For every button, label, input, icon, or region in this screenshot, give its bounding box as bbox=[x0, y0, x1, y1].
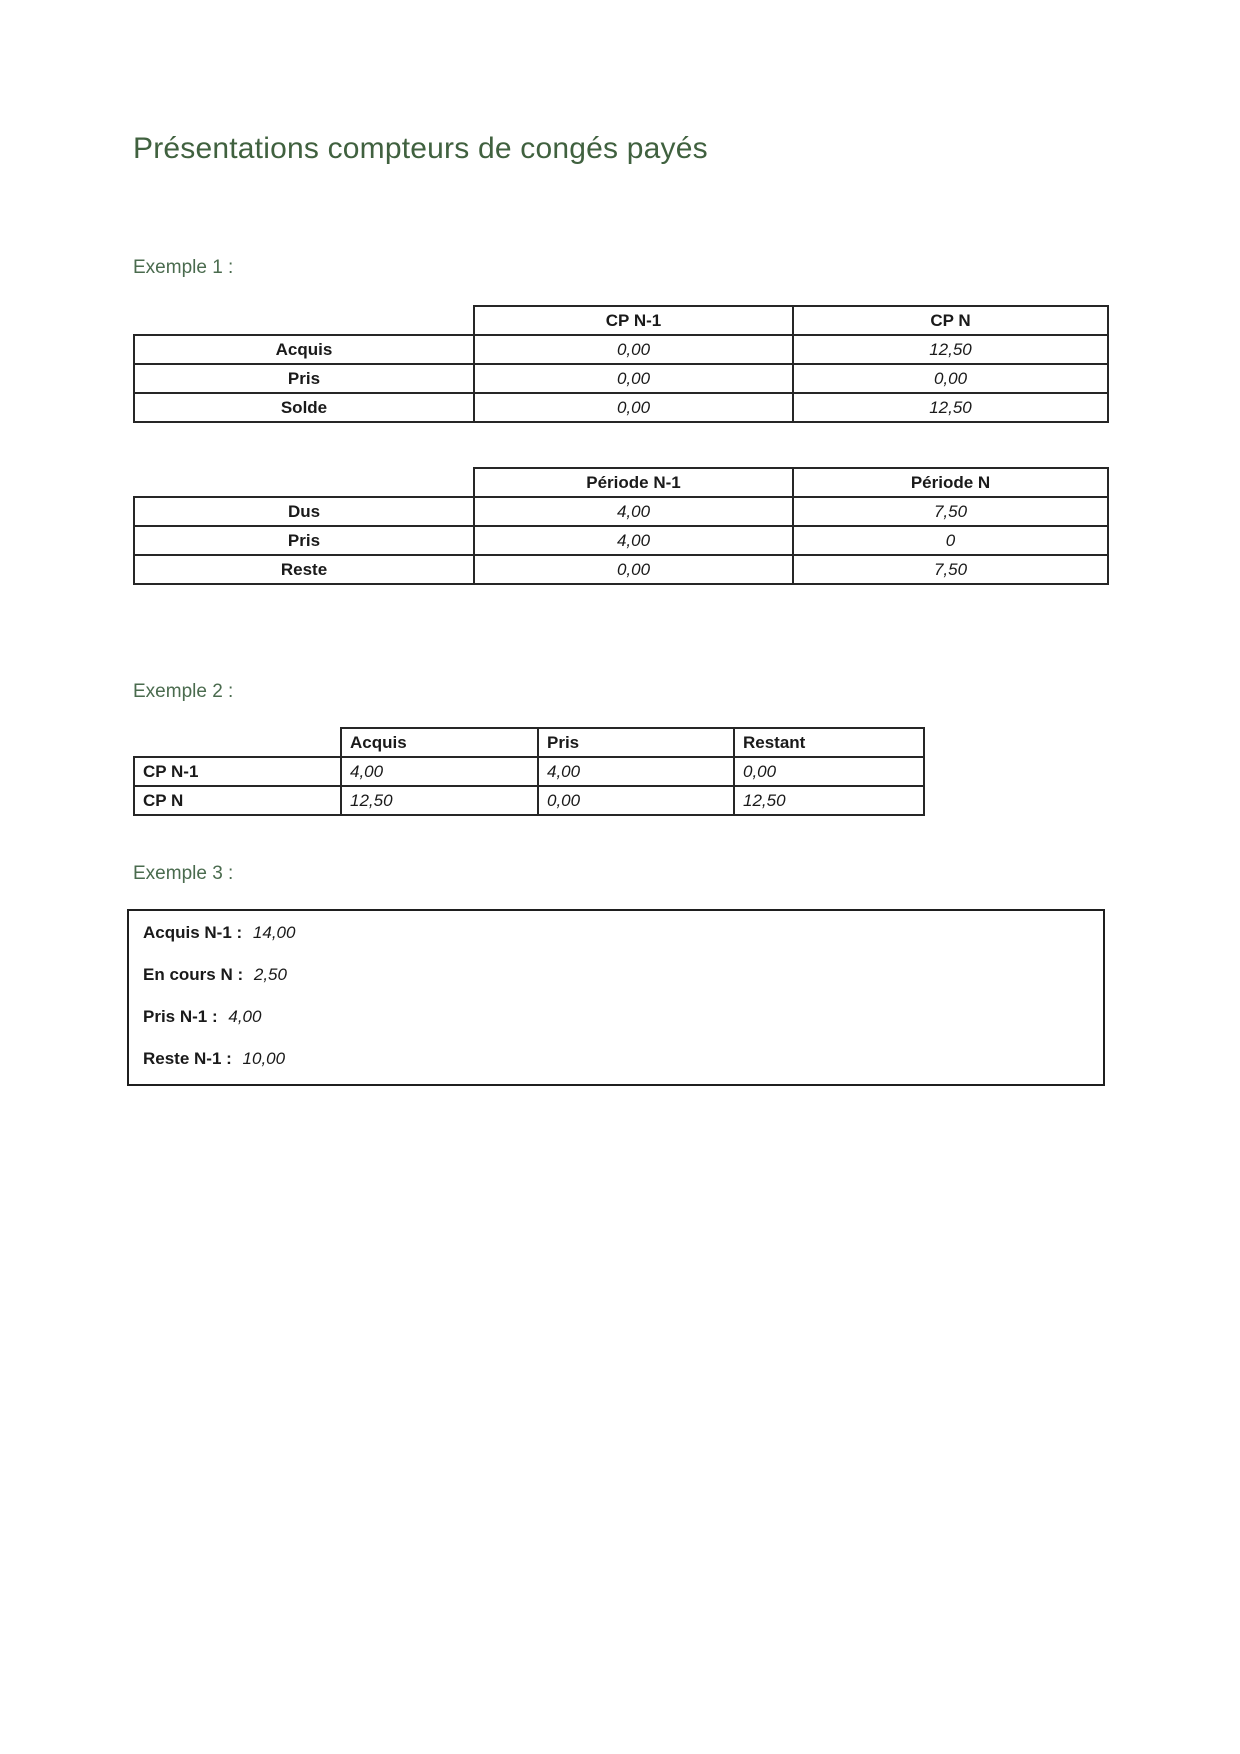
counter-value: 4,00 bbox=[228, 1007, 262, 1026]
counter-line bbox=[143, 1049, 1089, 1069]
column-header: CP N-1 bbox=[474, 306, 793, 335]
cell-value: 0,00 bbox=[474, 555, 793, 584]
row-label: Solde bbox=[134, 393, 474, 422]
table-row bbox=[134, 786, 924, 815]
row-label: Acquis bbox=[134, 335, 474, 364]
row-label: CP N bbox=[134, 786, 341, 815]
counter-line bbox=[143, 965, 1089, 985]
column-header: Acquis bbox=[341, 728, 538, 757]
row-label: CP N-1 bbox=[134, 757, 341, 786]
table-row bbox=[134, 497, 1108, 526]
counter-line bbox=[143, 923, 1089, 943]
example2-table bbox=[133, 727, 925, 816]
example2-heading: Exemple 2 : bbox=[133, 681, 234, 702]
example1-table-cp bbox=[133, 305, 1109, 423]
cell-value: 0,00 bbox=[734, 757, 924, 786]
counter-value: 10,00 bbox=[242, 1049, 286, 1068]
cell-value: 0,00 bbox=[538, 786, 734, 815]
cell-value: 12,50 bbox=[793, 393, 1108, 422]
counter-label: Acquis N-1 : bbox=[143, 923, 243, 942]
table-row bbox=[134, 335, 1108, 364]
cell-value: 12,50 bbox=[734, 786, 924, 815]
header-spacer-cell bbox=[134, 468, 474, 497]
table-row bbox=[134, 364, 1108, 393]
table-row bbox=[134, 393, 1108, 422]
row-label: Dus bbox=[134, 497, 474, 526]
table-row bbox=[134, 526, 1108, 555]
table-row bbox=[134, 555, 1108, 584]
cell-value: 12,50 bbox=[793, 335, 1108, 364]
cell-value: 0 bbox=[793, 526, 1108, 555]
row-label: Pris bbox=[134, 364, 474, 393]
column-header: Restant bbox=[734, 728, 924, 757]
table-header-row bbox=[134, 306, 1108, 335]
example1-table-periode bbox=[133, 467, 1109, 585]
page-title: Présentations compteurs de congés payés bbox=[133, 132, 708, 165]
cell-value: 7,50 bbox=[793, 555, 1108, 584]
cell-value: 0,00 bbox=[793, 364, 1108, 393]
row-label: Reste bbox=[134, 555, 474, 584]
counter-value: 14,00 bbox=[252, 923, 296, 942]
counter-value: 2,50 bbox=[253, 965, 287, 984]
cell-value: 4,00 bbox=[474, 497, 793, 526]
cell-value: 7,50 bbox=[793, 497, 1108, 526]
cell-value: 0,00 bbox=[474, 335, 793, 364]
counter-label: En cours N : bbox=[143, 965, 244, 984]
example3-heading: Exemple 3 : bbox=[133, 863, 234, 884]
cell-value: 0,00 bbox=[474, 393, 793, 422]
example3-box bbox=[127, 909, 1105, 1086]
table-header-row bbox=[134, 728, 924, 757]
cell-value: 4,00 bbox=[474, 526, 793, 555]
example1-heading: Exemple 1 : bbox=[133, 257, 234, 278]
cell-value: 4,00 bbox=[538, 757, 734, 786]
header-spacer-cell bbox=[134, 306, 474, 335]
column-header: Période N-1 bbox=[474, 468, 793, 497]
counter-line bbox=[143, 1007, 1089, 1027]
header-spacer-cell bbox=[134, 728, 341, 757]
cell-value: 12,50 bbox=[341, 786, 538, 815]
column-header: Pris bbox=[538, 728, 734, 757]
cell-value: 0,00 bbox=[474, 364, 793, 393]
table-row bbox=[134, 757, 924, 786]
row-label: Pris bbox=[134, 526, 474, 555]
table-header-row bbox=[134, 468, 1108, 497]
counter-label: Reste N-1 : bbox=[143, 1049, 232, 1068]
cell-value: 4,00 bbox=[341, 757, 538, 786]
counter-label: Pris N-1 : bbox=[143, 1007, 218, 1026]
column-header: Période N bbox=[793, 468, 1108, 497]
column-header: CP N bbox=[793, 306, 1108, 335]
